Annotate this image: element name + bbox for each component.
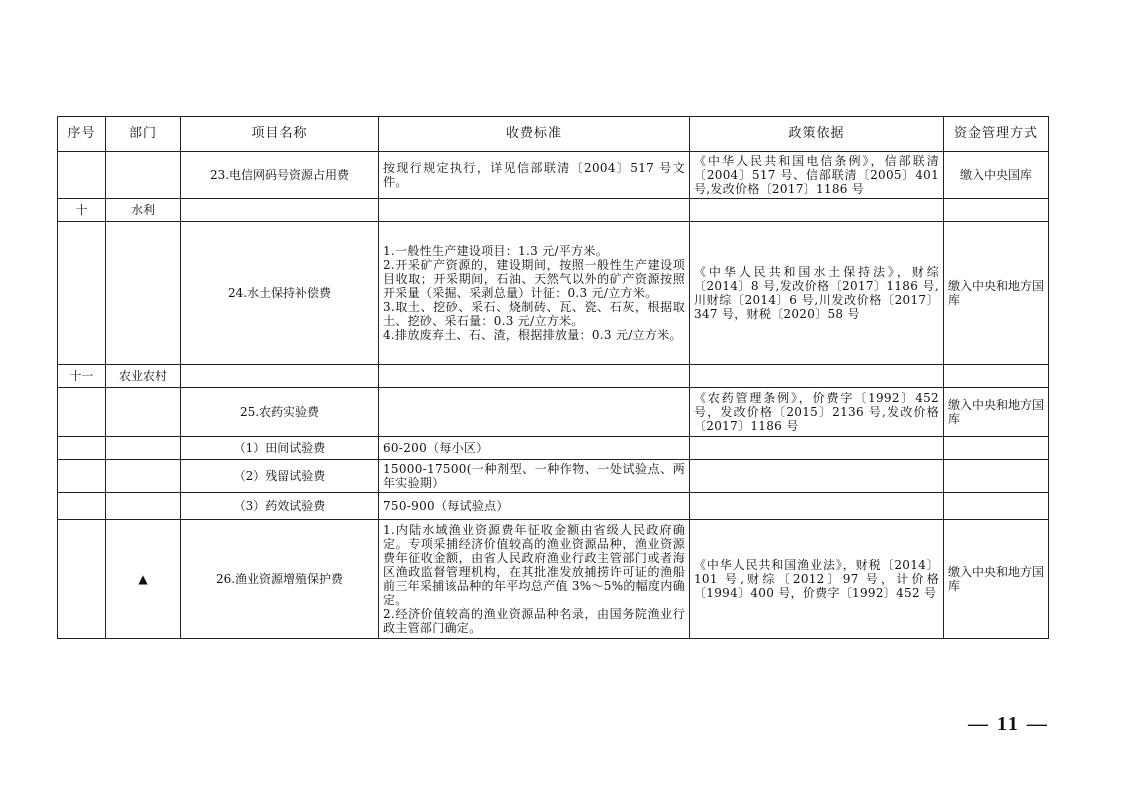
- seq-cell: [58, 520, 106, 639]
- seq-cell: [58, 222, 106, 365]
- sub-item-name: （2）残留试验费: [181, 460, 379, 493]
- seq-cell: [58, 152, 106, 199]
- policy-basis: 《中华人民共和国水土保持法》，财综〔2014〕8 号,发改价格〔2017〕1186 号,川财综〔2014〕6 号,川发改价格〔2017〕347 号，财税〔2020〕58 号: [690, 222, 944, 365]
- section-row: [58, 199, 1049, 222]
- table-row: [58, 520, 1049, 639]
- dept-cell: [106, 222, 181, 365]
- fund-management: 缴入中央和地方国库: [944, 388, 1049, 437]
- table-row: [58, 222, 1049, 365]
- project-name: 24.水土保持补偿费: [181, 222, 379, 365]
- section-number: 十一: [58, 365, 106, 388]
- sub-item-standard: 750-900（每试验点）: [379, 493, 690, 520]
- dept-cell: [106, 152, 181, 199]
- sub-item-standard: 60-200（每小区）: [379, 437, 690, 460]
- table-row: [58, 152, 1049, 199]
- table-row: [58, 493, 1049, 520]
- policy-basis: 《中华人民共和国渔业法》，财税〔2014〕101 号,财综〔2012〕97 号，计价格〔1994〕400 号，价费字〔1992〕452 号: [690, 520, 944, 639]
- table-row: [58, 437, 1049, 460]
- triangle-marker-icon: ▲: [106, 520, 181, 639]
- header-policy: 政策依据: [690, 117, 944, 152]
- header-mgmt: 资金管理方式: [944, 117, 1049, 152]
- fund-management: 缴入中央和地方国库: [944, 222, 1049, 365]
- seq-cell: [58, 388, 106, 437]
- fee-standard: 1.内陆水域渔业资源费年征收金额由省级人民政府确定。专项采捕经济价值较高的渔业资源品种，渔业资源费年征收金额，由省人民政府渔业行政主管部门或者海区渔政监督管理机构，在其批准发放捕捞许可证的渔船前三年采捕该品种的年平均总产值 3%～5%的幅度内确定。 2.经济价值较高的渔业资源品种名录，由国务院渔业行政主管部门确定。: [379, 520, 690, 639]
- fee-standard: 按现行规定执行，详见信部联清〔2004〕517 号文件。: [379, 152, 690, 199]
- sub-item-name: （3）药效试验费: [181, 493, 379, 520]
- project-name: 26.渔业资源增殖保护费: [181, 520, 379, 639]
- table-row: [58, 460, 1049, 493]
- fund-management: 缴入中央国库: [944, 152, 1049, 199]
- fee-table: [57, 116, 1049, 639]
- section-number: 十: [58, 199, 106, 222]
- header-seq: 序号: [58, 117, 106, 152]
- section-dept: 水利: [106, 199, 181, 222]
- fee-standard: 1.一般性生产建设项目：1.3 元/平方米。 2.开采矿产资源的，建设期间，按照一般性生产建设项目收取；开采期间，石油、天然气以外的矿产资源按照开采量（采掘、采剥总量）计征：0.3 元/立方米。 3.取土、挖砂、采石、烧制砖、瓦、瓷、石灰，根据取土、挖砂、采石量：0.3 元/立方米。 4.排放废弃土、石、渣，根据排放量：0.3 元/立方米。: [379, 222, 690, 365]
- policy-basis: 《农药管理条例》，价费字〔1992〕452 号，发改价格〔2015〕2136 号,发改价格〔2017〕1186 号: [690, 388, 944, 437]
- dept-cell: [106, 388, 181, 437]
- page-number: — 11 —: [968, 713, 1049, 735]
- header-dept: 部门: [106, 117, 181, 152]
- fee-standard: [379, 388, 690, 437]
- fund-management: 缴入中央和地方国库: [944, 520, 1049, 639]
- section-row: [58, 365, 1049, 388]
- project-name: 23.电信网码号资源占用费: [181, 152, 379, 199]
- sub-item-name: （1）田间试验费: [181, 437, 379, 460]
- table-row: [58, 388, 1049, 437]
- sub-item-standard: 15000-17500(一种剂型、一种作物、一处试验点、两年实验期）: [379, 460, 690, 493]
- header-standard: 收费标准: [379, 117, 690, 152]
- policy-basis: 《中华人民共和国电信条例》，信部联清〔2004〕517 号、信部联清〔2005〕401 号,发改价格〔2017〕1186 号: [690, 152, 944, 199]
- table-header-row: [58, 117, 1049, 152]
- header-project: 项目名称: [181, 117, 379, 152]
- project-name: 25.农药实验费: [181, 388, 379, 437]
- section-dept: 农业农村: [106, 365, 181, 388]
